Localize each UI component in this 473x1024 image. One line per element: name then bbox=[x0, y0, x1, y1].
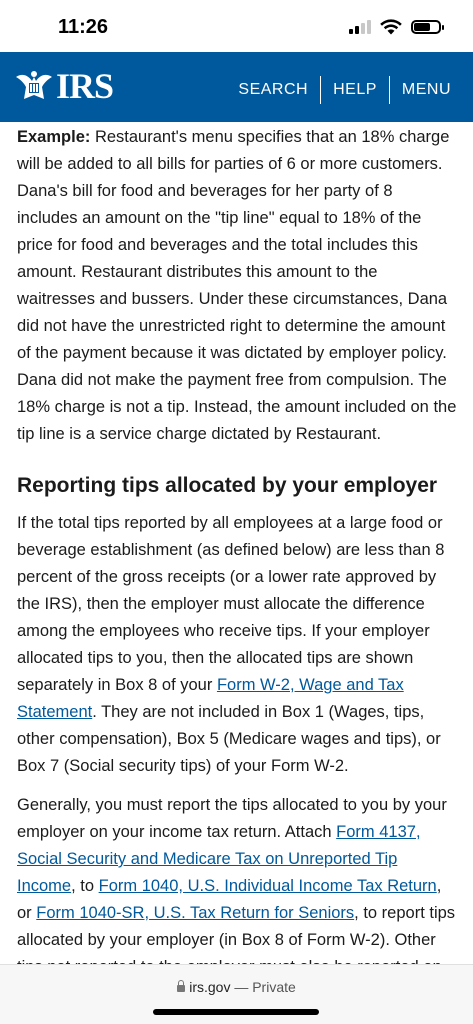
form-1040-link[interactable]: Form 1040, U.S. Individual Income Tax Return bbox=[98, 877, 437, 895]
battery-icon bbox=[411, 20, 441, 34]
header-nav bbox=[226, 76, 451, 104]
form-1040-sr-link[interactable]: Form 1040-SR, U.S. Tax Return for Seniors bbox=[36, 904, 355, 922]
paragraph-text: . They are not included in Box 1 (Wages, tips, other compensation), Box 5 (Medicare wages and tips), or Box 7 (Social security tips) of your Form W-2. bbox=[17, 703, 441, 775]
site-header bbox=[0, 52, 473, 122]
home-indicator[interactable] bbox=[153, 1009, 319, 1015]
status-time: 11:26 bbox=[58, 16, 109, 38]
menu-link[interactable]: MENU bbox=[401, 81, 451, 98]
help-link[interactable]: HELP bbox=[333, 81, 377, 98]
paragraph-text: , or bbox=[17, 877, 442, 922]
article-content bbox=[17, 124, 457, 993]
address-bar[interactable] bbox=[0, 979, 473, 995]
example-text: Restaurant's menu specifies that an 18% charge will be added to all bills for parties of 6 or more customers. Dana's bill for food and beverages for her party of 8 includes an amount on the "tip line" equal to 18% of the price for food and beverages and the total includes this amount. Restaurant distributes this amount to the waitresses and bussers. Under these circumstances, Dana did not have the unrestricted right to determine the amount of the payment because it was dictated by employer policy. Dana did not make the payment free from compulsion. The 18% charge is not a tip. Instead, the amount included on the tip line is a service charge dictated by Restaurant. bbox=[17, 128, 457, 443]
lock-icon bbox=[177, 985, 185, 992]
logo-text: IRS bbox=[56, 66, 114, 106]
browser-bottom-bar bbox=[0, 964, 473, 1024]
irs-logo[interactable] bbox=[14, 68, 113, 104]
example-lead: Example: bbox=[17, 128, 91, 146]
paragraph-text: If the total tips reported by all employees at a large food or beverage establishment (as defined below) are less than 8 percent of the gross receipts (or a lower rate approved by the IRS), then the employer must allocate the difference among the employees who receive tips. If your employer allocated tips to you, then the allocated tips are shown separately in Box 8 of your bbox=[17, 514, 445, 694]
allocated-tips-paragraph bbox=[17, 510, 457, 780]
reporting-paragraph bbox=[17, 792, 457, 981]
paragraph-text: , to report tips allocated by your employer (in Box 8 of Form W-2). Other bbox=[17, 904, 456, 949]
status-bar bbox=[0, 0, 473, 52]
eagle-emblem-icon bbox=[14, 69, 54, 103]
paragraph-text: Generally, you must report the tips allocated to you by your employer on your income tax return. Attach bbox=[17, 796, 447, 841]
url-domain: irs.gov bbox=[189, 979, 231, 995]
form-4137-link[interactable]: Form 4137, Social Security and Medicare Tax on Unreported Tip Income bbox=[17, 823, 421, 895]
section-heading: Reporting tips allocated by your employer bbox=[17, 474, 438, 497]
private-mode-label: — Private bbox=[234, 979, 296, 995]
status-icons bbox=[349, 19, 441, 35]
cellular-signal-icon bbox=[349, 20, 371, 34]
search-link[interactable]: SEARCH bbox=[238, 81, 309, 98]
paragraph-text: , to bbox=[71, 877, 99, 895]
wifi-icon bbox=[379, 19, 403, 35]
example-paragraph bbox=[17, 124, 457, 448]
form-w2-link[interactable]: Form W-2, Wage and Tax Statement bbox=[17, 676, 404, 721]
